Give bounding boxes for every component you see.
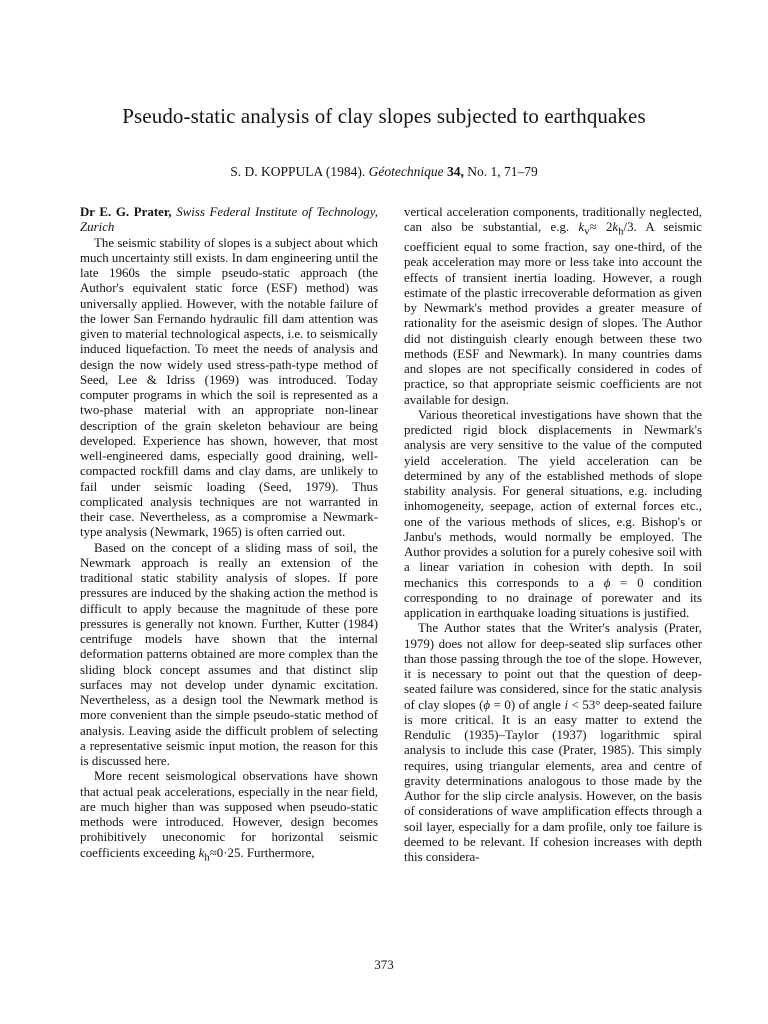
paragraph-right-1 — [404, 205, 702, 408]
symbol-i: i — [564, 697, 569, 712]
paragraph-left-1: The seismic stability of slopes is a subject about which much uncertainty still exists. In dam engineering until the late 1960s the simple pseudo-static approach (the Author's equivalent static force (ESF) method) was universally applied. However, with the notable failure of the lower San Fernando hydraulic fill dam attention was given to material technological aspects, i.e. to seismically induced liquefaction. To meet the needs of analysis and design the now widely used stress-path-type method of Seed, Lee & Idriss (1969) was introduced. Today computer programs in which the soil is represented as a two-phase material with an appropriate non-linear description of the grain skeleton behaviour are being developed. Experience has shown, however, that most well-engineered dams, especially good draining, well-compacted rockfill dams and clay dams, are unlikely to fail under seismic loading (Seed, 1979). Thus complicated analysis techniques are not warranted in their case. Nevertheless, as a compromise a Newmark-type analysis (Newmark, 1965) is often carried out. — [80, 235, 378, 540]
paragraph-right-2 — [404, 408, 702, 622]
text-run: Various theoretical investigations have shown that the predicted rigid block displacements in Newmark's analysis are very sensitive to the value of the computed yield acceleration. The yield acceleration can be determined by any of the established methods of slope stability analysis. For general situations, e.g. including inhomogeneity, seepage, action of external forces etc., one of the various methods of slices, e.g. Bishop's or Janbu's methods, would normally be employed. The Author provides a solution for a purely cohesive soil with a linear variation in cohesion with depth. In soil mechanics this corresponds to a — [404, 407, 702, 590]
text-run: < 53° deep-seated failure is more critical. It is an easy matter to extend the Rendulic (1935)–Taylor (1937) logarithmic spiral analysis to include this case (Prater, 1985). This simply requires, using triangular elements, area and centre of gravity determinations analogous to those made by the Author for the slip circle analysis. However, on the basis of considerations of wave amplification effects through a soil layer, especially for a dam profile, only toe failure is deemed to be relevant. If cohesion increases with depth this considera- — [404, 697, 702, 865]
right-column — [404, 205, 702, 865]
text-run: ≈ 2 — [589, 220, 613, 235]
citation-volume: 34, — [446, 164, 464, 179]
paragraph-right-3 — [404, 621, 702, 865]
text-run: /3. A seismic coefficient equal to some fraction, say one-third, of the peak acceleration may more or less take into account the effects of transient inertia loading. However, a rough estimate of the plastic irrecoverable deformation as given by Newmark's method provides a greater measure of rationality for the aseismic design of slopes. The Author did not distinguish clearly enough between these two methods (ESF and Newmark). In many countries dams and slopes are not specifically considered in codes of practice, so that appropriate seismic coefficients are not available for design. — [404, 220, 702, 407]
discusser-affiliation: Swiss Federal Institute of Technology, Zurich — [80, 205, 378, 235]
text-run: The Author states that the Writer's analysis (Prater, 1979) does not allow for deep-seated slip surfaces other than those passing through the toe of the slope. However, it is necessary to point out that the question of deep-seated failure was considered, since for the static analysis of clay slopes ( — [404, 621, 702, 712]
symbol-k: k — [578, 220, 585, 235]
text-run: More recent seismological observations have shown that actual peak accelerations, especially in the near field, are much higher than was supposed when pseudo-static methods were introduced. However, design becomes prohibitively uneconomic for horizontal seismic coefficients exceeding — [80, 769, 378, 860]
subscript-h: h — [618, 225, 624, 238]
text-run: vertical acceleration components, traditionally neglected, can also be substantial, e.g. — [404, 205, 702, 235]
discusser-name: Dr E. G. Prater, — [80, 205, 172, 219]
article-title: Pseudo-static analysis of clay slopes subjected to earthquakes — [122, 104, 646, 128]
text-run: = 0) of angle — [490, 697, 565, 712]
text-run: = 0 condition corresponding to no drainage of porewater and its application in earthquake loading situations is justified. — [404, 575, 702, 621]
citation-author-year: S. D. KOPPULA (1984). — [230, 164, 366, 179]
subscript-v: v — [584, 225, 590, 238]
discusser-credit — [80, 205, 378, 236]
citation-line — [0, 164, 768, 180]
left-column — [80, 205, 378, 865]
paragraph-left-2: Based on the concept of a sliding mass of soil, the Newmark approach is really an extension of the traditional static stability analysis of slopes. If pore pressures are induced by the shaking action the method is difficult to apply because the magnitude of these pore pressures is generally not known. Further, Kutter (1984) centrifuge models have shown that the internal deformation patterns obtained are more complex than the sliding block concept assumes and that distinct slip surfaces may not develop under dynamic excitation. Nevertheless, as a design tool the Newmark method is more convenient than the simple pseudo-static method of analysis. Leaving aside the difficult problem of selecting a representative seismic input motion, the reason for this is discussed here. — [80, 540, 378, 768]
subscript-h: h — [204, 851, 210, 864]
page-number: 373 — [374, 957, 394, 972]
citation-journal: Géotechnique — [368, 164, 444, 179]
symbol-k: k — [612, 220, 619, 235]
paragraph-left-3 — [80, 769, 378, 865]
text-run: ≈0·25. Furthermore, — [209, 845, 315, 860]
symbol-k: k — [198, 845, 205, 860]
symbol-phi: ϕ — [483, 697, 491, 712]
citation-issue-pages: No. 1, 71–79 — [467, 164, 538, 179]
symbol-phi: ϕ — [603, 575, 611, 590]
